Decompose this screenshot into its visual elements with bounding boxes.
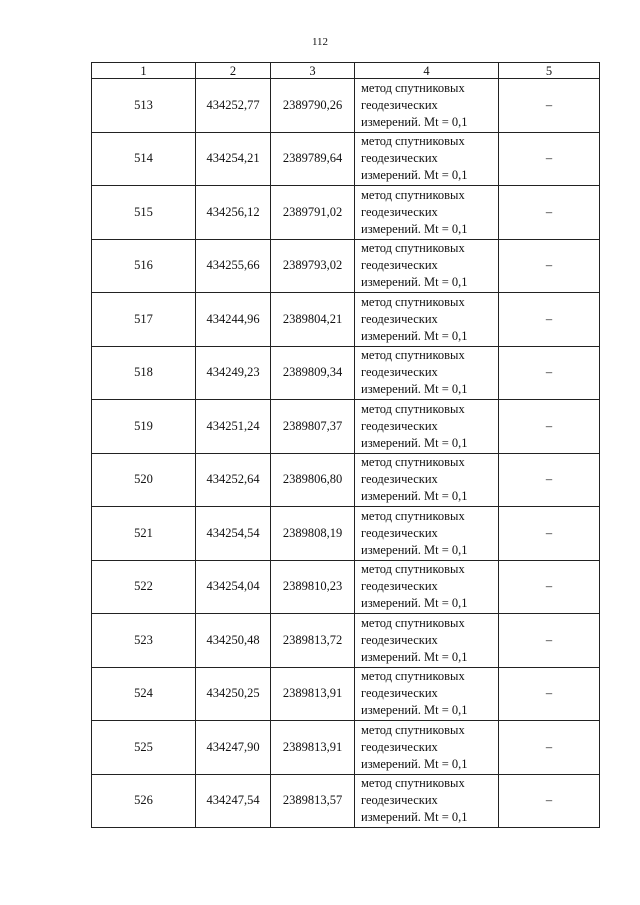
method-cell xyxy=(355,774,499,828)
x-coordinate-cell: 434255,66 xyxy=(196,239,271,293)
y-coordinate-cell: 2389791,02 xyxy=(271,186,355,240)
method-cell xyxy=(355,721,499,775)
y-coordinate-cell: 2389813,91 xyxy=(271,667,355,721)
x-coordinate-cell: 434250,48 xyxy=(196,614,271,668)
y-coordinate-cell: 2389806,80 xyxy=(271,453,355,507)
note-cell: – xyxy=(499,614,600,668)
method-line: измерений. Mt = 0,1 xyxy=(361,382,468,397)
table-row xyxy=(92,132,600,186)
table-row xyxy=(92,400,600,454)
y-coordinate-cell: 2389807,37 xyxy=(271,400,355,454)
header-col-2: 2 xyxy=(196,63,271,79)
method-cell xyxy=(355,400,499,454)
method-line: геодезических xyxy=(361,418,438,433)
x-coordinate-cell: 434256,12 xyxy=(196,186,271,240)
point-number-cell: 520 xyxy=(92,453,196,507)
point-number-cell: 521 xyxy=(92,507,196,561)
method-line: метод спутниковых xyxy=(361,455,465,470)
note-cell: – xyxy=(499,667,600,721)
point-number-cell: 516 xyxy=(92,239,196,293)
x-coordinate-cell: 434247,90 xyxy=(196,721,271,775)
method-line: измерений. Mt = 0,1 xyxy=(361,756,468,771)
y-coordinate-cell: 2389813,57 xyxy=(271,774,355,828)
table-row xyxy=(92,667,600,721)
method-line: метод спутниковых xyxy=(361,508,465,523)
y-coordinate-cell: 2389808,19 xyxy=(271,507,355,561)
x-coordinate-cell: 434249,23 xyxy=(196,346,271,400)
method-line: измерений. Mt = 0,1 xyxy=(361,221,468,236)
point-number-cell: 524 xyxy=(92,667,196,721)
method-line: геодезических xyxy=(361,472,438,487)
note-cell: – xyxy=(499,79,600,133)
table-row xyxy=(92,614,600,668)
y-coordinate-cell: 2389793,02 xyxy=(271,239,355,293)
method-line: метод спутниковых xyxy=(361,669,465,684)
method-cell xyxy=(355,453,499,507)
method-line: геодезических xyxy=(361,579,438,594)
method-cell xyxy=(355,346,499,400)
point-number-cell: 519 xyxy=(92,400,196,454)
x-coordinate-cell: 434251,24 xyxy=(196,400,271,454)
note-cell: – xyxy=(499,400,600,454)
method-cell xyxy=(355,293,499,347)
method-line: геодезических xyxy=(361,632,438,647)
method-line: измерений. Mt = 0,1 xyxy=(361,649,468,664)
method-line: метод спутниковых xyxy=(361,241,465,256)
method-line: измерений. Mt = 0,1 xyxy=(361,275,468,290)
table-header-row xyxy=(92,63,600,79)
y-coordinate-cell: 2389789,64 xyxy=(271,132,355,186)
y-coordinate-cell: 2389810,23 xyxy=(271,560,355,614)
y-coordinate-cell: 2389804,21 xyxy=(271,293,355,347)
point-number-cell: 517 xyxy=(92,293,196,347)
method-line: метод спутниковых xyxy=(361,562,465,577)
method-line: геодезических xyxy=(361,793,438,808)
header-col-3: 3 xyxy=(271,63,355,79)
header-col-4: 4 xyxy=(355,63,499,79)
header-col-1: 1 xyxy=(92,63,196,79)
page-number: 112 xyxy=(311,36,329,48)
x-coordinate-cell: 434252,77 xyxy=(196,79,271,133)
table-body xyxy=(92,79,600,828)
method-line: метод спутниковых xyxy=(361,615,465,630)
x-coordinate-cell: 434244,96 xyxy=(196,293,271,347)
method-line: геодезических xyxy=(361,151,438,166)
method-line: метод спутниковых xyxy=(361,294,465,309)
table-row xyxy=(92,79,600,133)
method-cell xyxy=(355,186,499,240)
table-row xyxy=(92,721,600,775)
x-coordinate-cell: 434254,21 xyxy=(196,132,271,186)
method-cell xyxy=(355,507,499,561)
method-line: метод спутниковых xyxy=(361,401,465,416)
method-line: измерений. Mt = 0,1 xyxy=(361,328,468,343)
x-coordinate-cell: 434254,04 xyxy=(196,560,271,614)
y-coordinate-cell: 2389790,26 xyxy=(271,79,355,133)
method-cell xyxy=(355,132,499,186)
method-line: геодезических xyxy=(361,365,438,380)
note-cell: – xyxy=(499,507,600,561)
table-row xyxy=(92,239,600,293)
x-coordinate-cell: 434250,25 xyxy=(196,667,271,721)
method-cell xyxy=(355,560,499,614)
point-number-cell: 513 xyxy=(92,79,196,133)
note-cell: – xyxy=(499,293,600,347)
table-row xyxy=(92,186,600,240)
method-line: геодезических xyxy=(361,525,438,540)
method-line: измерений. Mt = 0,1 xyxy=(361,810,468,825)
method-line: метод спутниковых xyxy=(361,187,465,202)
method-cell xyxy=(355,79,499,133)
note-cell: – xyxy=(499,453,600,507)
method-line: метод спутниковых xyxy=(361,134,465,149)
x-coordinate-cell: 434247,54 xyxy=(196,774,271,828)
note-cell: – xyxy=(499,774,600,828)
point-number-cell: 525 xyxy=(92,721,196,775)
method-line: измерений. Mt = 0,1 xyxy=(361,596,468,611)
method-line: геодезических xyxy=(361,204,438,219)
point-number-cell: 522 xyxy=(92,560,196,614)
method-line: метод спутниковых xyxy=(361,776,465,791)
note-cell: – xyxy=(499,721,600,775)
method-line: измерений. Mt = 0,1 xyxy=(361,703,468,718)
note-cell: – xyxy=(499,560,600,614)
method-line: измерений. Mt = 0,1 xyxy=(361,489,468,504)
x-coordinate-cell: 434252,64 xyxy=(196,453,271,507)
point-number-cell: 514 xyxy=(92,132,196,186)
y-coordinate-cell: 2389809,34 xyxy=(271,346,355,400)
point-number-cell: 526 xyxy=(92,774,196,828)
note-cell: – xyxy=(499,186,600,240)
table-row xyxy=(92,507,600,561)
table-row xyxy=(92,346,600,400)
method-line: измерений. Mt = 0,1 xyxy=(361,114,468,129)
table-row xyxy=(92,560,600,614)
table-row xyxy=(92,293,600,347)
method-line: геодезических xyxy=(361,686,438,701)
method-line: метод спутниковых xyxy=(361,348,465,363)
header-col-5: 5 xyxy=(499,63,600,79)
method-line: измерений. Mt = 0,1 xyxy=(361,435,468,450)
note-cell: – xyxy=(499,132,600,186)
y-coordinate-cell: 2389813,91 xyxy=(271,721,355,775)
method-line: метод спутниковых xyxy=(361,722,465,737)
coordinates-table xyxy=(91,62,600,828)
method-cell xyxy=(355,667,499,721)
point-number-cell: 515 xyxy=(92,186,196,240)
method-line: измерений. Mt = 0,1 xyxy=(361,168,468,183)
method-cell xyxy=(355,614,499,668)
x-coordinate-cell: 434254,54 xyxy=(196,507,271,561)
method-line: измерений. Mt = 0,1 xyxy=(361,542,468,557)
note-cell: – xyxy=(499,239,600,293)
point-number-cell: 518 xyxy=(92,346,196,400)
point-number-cell: 523 xyxy=(92,614,196,668)
table-row xyxy=(92,774,600,828)
y-coordinate-cell: 2389813,72 xyxy=(271,614,355,668)
method-cell xyxy=(355,239,499,293)
note-cell: – xyxy=(499,346,600,400)
method-line: метод спутниковых xyxy=(361,80,465,95)
method-line: геодезических xyxy=(361,97,438,112)
method-line: геодезических xyxy=(361,739,438,754)
method-line: геодезических xyxy=(361,258,438,273)
table-row xyxy=(92,453,600,507)
method-line: геодезических xyxy=(361,311,438,326)
